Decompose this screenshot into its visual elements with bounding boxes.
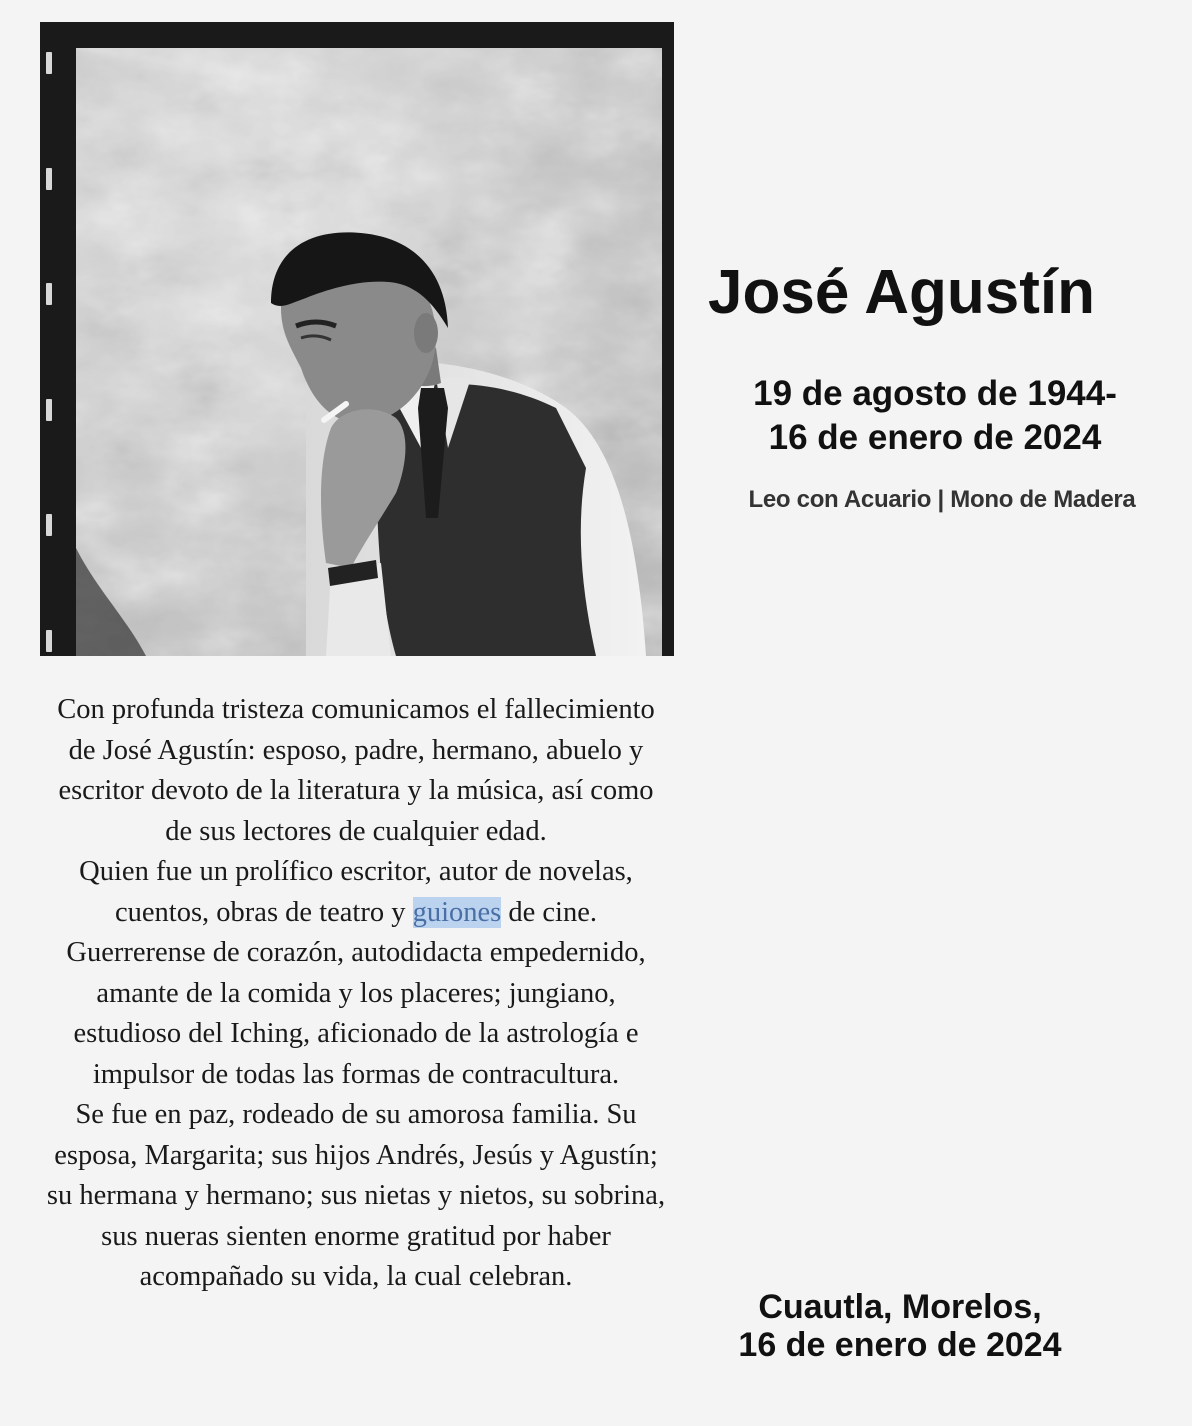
paragraph-family: Se fue en paz, rodeado de su amorosa familia. Su esposa, Margarita; sus hijos Andrés, Jesús y Agustín; su hermana y hermano; sus nietas y nietos, su sobrina, sus nueras sienten enorme gratitud por haber acompañado su vida, la cual celebran. (46, 1099, 666, 1292)
film-edge (46, 52, 60, 652)
date-line: 16 de enero de 2024 (738, 1326, 1062, 1364)
birth-date: 19 de agosto de 1944- (753, 374, 1117, 413)
place-line: Cuautla, Morelos, (758, 1288, 1042, 1326)
deceased-name: José Agustín (708, 258, 1095, 327)
paragraph-announcement: Con profunda tristeza comunicamos el fallecimiento de José Agustín: esposo, padre, hermano, abuelo y escritor devoto de la literatura y la música, así como de sus lectores de cualquier edad. (57, 694, 655, 847)
place-and-date (695, 1288, 1105, 1364)
zodiac-signs: Leo con Acuario | Mono de Madera (748, 486, 1136, 513)
photo-frame (40, 22, 674, 656)
portrait-photo (76, 48, 662, 656)
career-text-start: Quien fue un prolífico escritor, autor de novelas, cuentos, obras de teatro y (79, 856, 633, 928)
career-text-end: de cine. Guerrerense de corazón, autodidacta empedernido, amante de la comida y los placeres; jungiano, estudioso del Iching, aficionado de la astrología e impulsor de todas las formas de contracultura. (66, 896, 646, 1090)
highlighted-word[interactable]: guiones (412, 896, 502, 928)
paragraph-career (44, 852, 668, 1095)
portrait-illustration (76, 48, 662, 656)
obituary-text (44, 690, 668, 1298)
death-date: 16 de enero de 2024 (768, 418, 1102, 457)
life-dates (705, 372, 1165, 460)
